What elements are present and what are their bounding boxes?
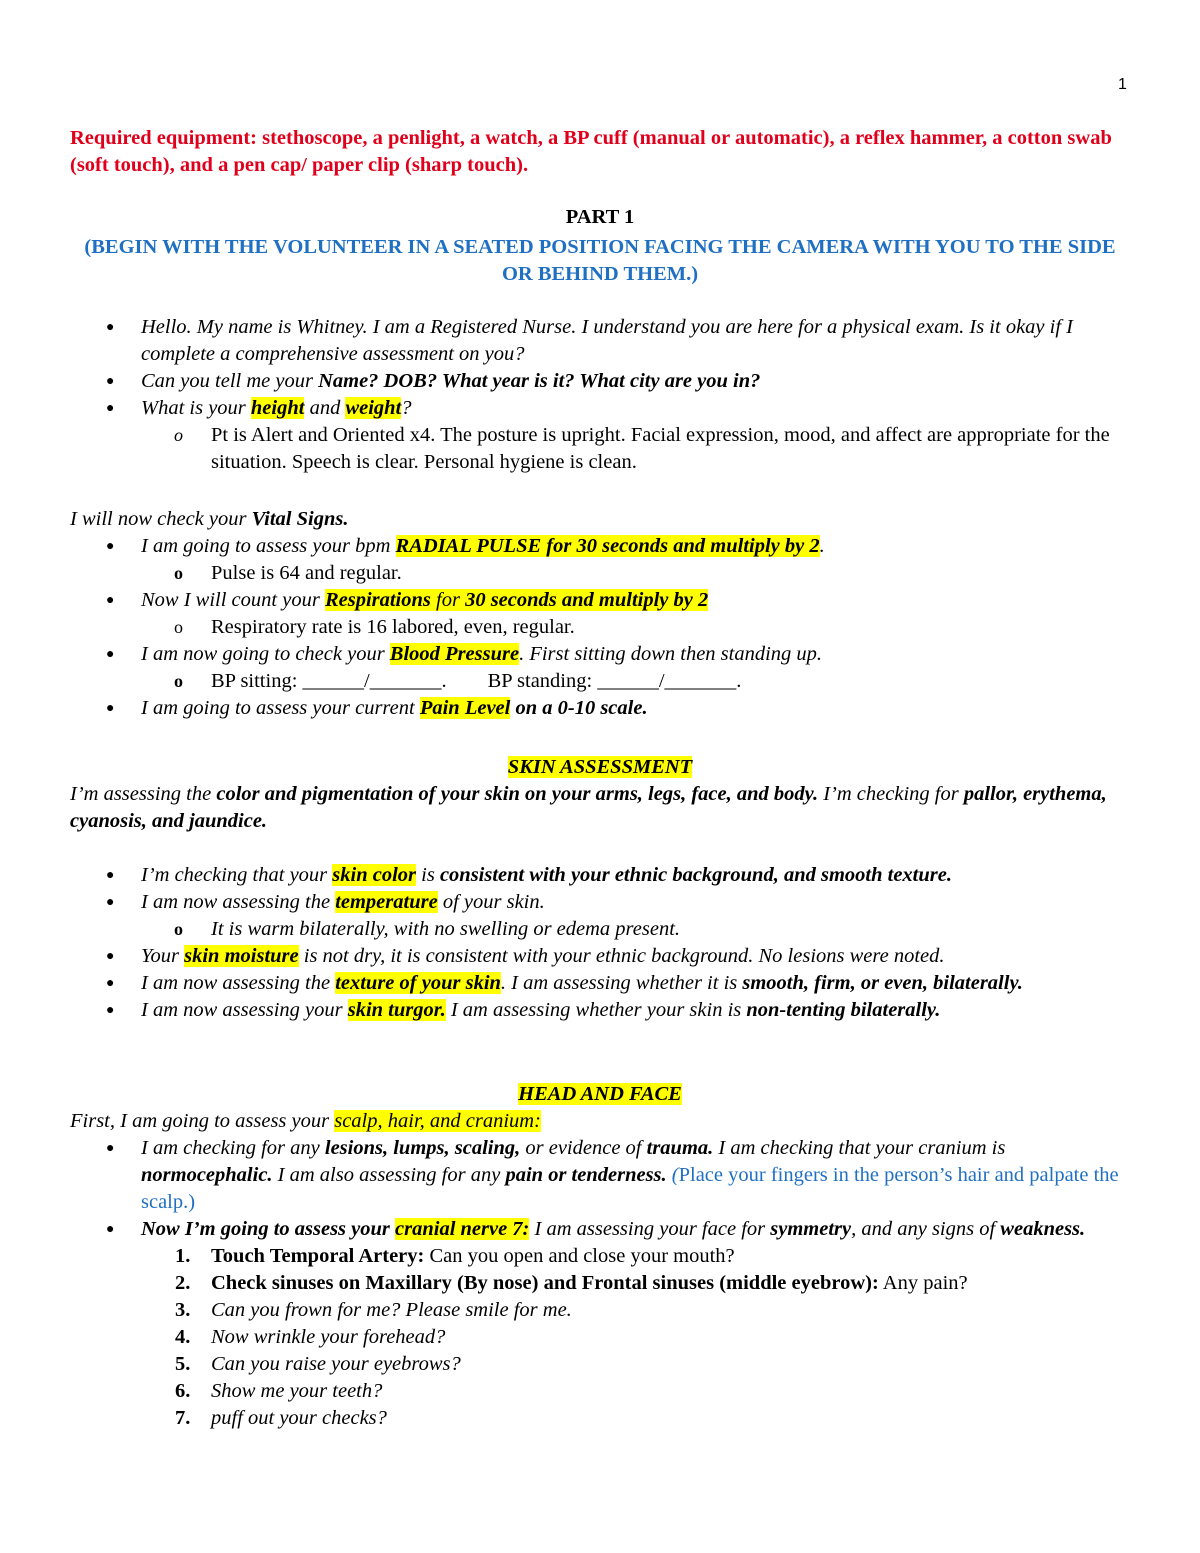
step-text: Show me your teeth? (211, 1380, 383, 1402)
lesion-h: pain or tenderness. (505, 1164, 667, 1186)
pain-scale: on a 0-10 scale. (510, 697, 648, 719)
step-bold: Check sinuses on Maxillary (By nose) and Frontal sinuses (middle eyebrow): (211, 1272, 879, 1294)
cn-weakness: weakness. (1000, 1218, 1086, 1240)
part-title: PART 1 (565, 206, 635, 228)
cn-symmetry: symmetry (770, 1218, 852, 1240)
numbered-step (0, 1351, 1200, 1378)
bullet-icon: ● (106, 374, 115, 389)
bullet-icon: ● (106, 1222, 115, 1237)
list-item (0, 889, 1200, 916)
list-item (0, 862, 1200, 889)
step-number: 3. (175, 1299, 191, 1321)
bullet-icon: ● (106, 1003, 115, 1018)
bullet-icon: ● (106, 895, 115, 910)
temp-result: It is warm bilaterally, with no swelling or edema present. (211, 918, 681, 940)
required-equipment: Required equipment: stethoscope, a penlight, a watch, a BP cuff (manual or automatic), a reflex hammer, a cotton swab (soft touch), and a pen cap/ paper clip (sharp touch). (70, 127, 1112, 176)
lesion-d: trauma. (646, 1137, 714, 1159)
hw-text: What is your (141, 397, 251, 419)
step-text: Can you open and close your mouth? (424, 1245, 735, 1267)
turgor-text: I am now assessing your (141, 999, 348, 1021)
head-heading (0, 1081, 1200, 1108)
head-intro-text: First, I am going to assess your (70, 1110, 335, 1132)
skin-intro-a: I’m assessing the (70, 783, 217, 805)
step-text: Any pain? (878, 1272, 968, 1294)
highlight-respirations: Respirations (324, 589, 431, 611)
head-heading-text: HEAD AND FACE (518, 1083, 682, 1105)
sub-bullet-icon: o (174, 617, 183, 637)
pulse-text: I am going to assess your bpm (141, 535, 396, 557)
bullet-icon: ● (106, 401, 115, 416)
bullet-icon: ● (106, 647, 115, 662)
highlight-temperature: temperature (335, 891, 438, 913)
step-text: puff out your checks? (211, 1407, 387, 1429)
list-item (0, 1216, 1200, 1243)
greeting-text: Hello. My name is Whitney. I am a Registered Nurse. I understand you are here for a physical exam. Is it okay if I complete a comprehensive assessment on you? (141, 316, 1073, 365)
highlight-texture: texture of your skin (335, 972, 501, 994)
texture-text-mid: . I am assessing whether it is (500, 972, 743, 994)
list-item (0, 587, 1200, 614)
bp-text: I am now going to check your (141, 643, 390, 665)
cn-text-signs: , and any signs of (851, 1218, 1001, 1240)
numbered-step (0, 1324, 1200, 1351)
lesion-b: lesions, lumps, scaling, (324, 1137, 521, 1159)
turgor-text-mid: I am assessing whether your skin is (445, 999, 747, 1021)
lesion-e: I am checking that your cranium is (713, 1137, 1006, 1159)
lesion-i: ( (666, 1164, 679, 1186)
vitals-intro-text: I will now check your (70, 508, 252, 530)
moist-text-end: is not dry, it is consistent with your ethnic background. No lesions were noted. (298, 945, 945, 967)
highlight-height: height (250, 397, 305, 419)
bullet-icon: ● (106, 539, 115, 554)
vitals-intro-bold: Vital Signs. (251, 508, 349, 530)
highlight-pulse: RADIAL PULSE for 30 seconds and multiply by 2 (395, 535, 820, 557)
vitals-section (0, 506, 1200, 722)
temp-text: I am now assessing the (141, 891, 336, 913)
step-text: Can you frown for me? Please smile for me. (211, 1299, 572, 1321)
page-number: 1 (1118, 76, 1127, 93)
highlight-turgor: skin turgor. (347, 999, 446, 1021)
resp-for: for (430, 589, 466, 611)
skin-intro-d: pallor, erythema, cyanosis, and jaundice. (70, 783, 1107, 832)
orientation-text: Pt is Alert and Oriented x4. The posture is upright. Facial expression, mood, and affect are appropriate for the situation. Speech is clear. Personal hygiene is clean. (211, 424, 1110, 473)
intro-section (0, 314, 1200, 476)
texture-qualities: smooth, firm, or even, bilaterally. (742, 972, 1023, 994)
palpate-note: Place your fingers in the person’s hair and palpate the scalp.) (141, 1164, 1119, 1213)
numbered-step (0, 1270, 1200, 1297)
skin-heading-text: SKIN ASSESSMENT (507, 756, 693, 778)
highlight-resp-duration: 30 seconds and multiply by 2 (465, 589, 709, 611)
list-item (0, 641, 1200, 668)
list-item (0, 368, 1200, 395)
step-text: Can you raise your eyebrows? (211, 1353, 461, 1375)
highlight-cranial-nerve: cranial nerve 7: (395, 1218, 530, 1240)
sub-list-item (0, 916, 1200, 943)
highlight-skin-color: skin color (332, 864, 417, 886)
sub-bullet-icon: o (174, 425, 183, 445)
sub-list-item (0, 614, 1200, 641)
cn-text-mid: I am assessing your face for (529, 1218, 771, 1240)
color-is: is (416, 864, 440, 886)
step-number: 1. (175, 1245, 191, 1267)
part-note: (BEGIN WITH THE VOLUNTEER IN A SEATED POSITION FACING THE CAMERA WITH YOU TO THE SIDE OR BEHIND THEM.) (84, 236, 1116, 285)
highlight-scalp: scalp, hair, and cranium: (334, 1110, 541, 1132)
sub-list-item (0, 422, 1200, 476)
step-number: 5. (175, 1353, 191, 1375)
cn-text: Now I’m going to assess your (141, 1218, 396, 1240)
numbered-step (0, 1297, 1200, 1324)
cn7-steps (0, 1243, 1200, 1432)
list-item (0, 533, 1200, 560)
resp-result: Respiratory rate is 16 labored, even, regular. (211, 616, 575, 638)
pulse-dot: . (819, 535, 825, 557)
hw-and: and (304, 397, 346, 419)
list-item (0, 314, 1200, 368)
lesion-c: or evidence of (520, 1137, 647, 1159)
step-number: 2. (175, 1272, 191, 1294)
head-section (0, 1081, 1200, 1432)
numbered-step (0, 1243, 1200, 1270)
pain-text: I am going to assess your current (141, 697, 420, 719)
step-bold: Touch Temporal Artery: (211, 1245, 425, 1267)
list-item (0, 943, 1200, 970)
skin-heading (0, 754, 1200, 781)
bullet-icon: ● (106, 949, 115, 964)
vitals-intro (0, 506, 1200, 533)
bp-result: BP sitting: ______/_______. BP standing: ______/_______. (211, 670, 742, 692)
numbered-step (0, 1378, 1200, 1405)
sub-bullet-icon: o (174, 671, 183, 691)
skin-section (0, 754, 1200, 1024)
bullet-icon: ● (106, 320, 115, 335)
moist-text: Your (141, 945, 185, 967)
step-text: Now wrinkle your forehead? (211, 1326, 446, 1348)
numbered-step (0, 1405, 1200, 1432)
sub-list-item (0, 560, 1200, 587)
sub-bullet-icon: o (174, 563, 183, 583)
bullet-icon: ● (106, 701, 115, 716)
hw-question: ? (401, 397, 412, 419)
list-item (0, 997, 1200, 1024)
highlight-skin-moisture: skin moisture (184, 945, 299, 967)
lesion-f: normocephalic. (141, 1164, 273, 1186)
sub-list-item (0, 668, 1200, 695)
ask-items: Name? DOB? What year is it? What city are you in? (318, 370, 761, 392)
bullet-icon: ● (106, 593, 115, 608)
bp-text-end: . First sitting down then standing up. (519, 643, 823, 665)
lesion-a: I am checking for any (141, 1137, 325, 1159)
bullet-icon: ● (106, 1141, 115, 1156)
skin-intro-c: I’m checking for (818, 783, 964, 805)
list-item (0, 1135, 1200, 1216)
list-item (0, 695, 1200, 722)
list-item (0, 970, 1200, 997)
bullet-icon: ● (106, 976, 115, 991)
texture-text: I am now assessing the (141, 972, 336, 994)
list-item (0, 395, 1200, 422)
skin-intro-b: color and pigmentation of your skin on your arms, legs, face, and body. (216, 783, 819, 805)
ask-text: Can you tell me your (141, 370, 319, 392)
sub-bullet-icon: o (174, 919, 183, 939)
skin-intro (0, 781, 1200, 835)
highlight-weight: weight (345, 397, 402, 419)
temp-text-end: of your skin. (437, 891, 545, 913)
pulse-result: Pulse is 64 and regular. (211, 562, 402, 584)
turgor-result: non-tenting bilaterally. (746, 999, 941, 1021)
step-number: 4. (175, 1326, 191, 1348)
step-number: 6. (175, 1380, 191, 1402)
color-consistent: consistent with your ethnic background, and smooth texture. (439, 864, 952, 886)
lesion-g: I am also assessing for any (272, 1164, 506, 1186)
step-number: 7. (175, 1407, 191, 1429)
bullet-icon: ● (106, 868, 115, 883)
color-text: I’m checking that your (141, 864, 333, 886)
head-intro (0, 1108, 1200, 1135)
resp-text: Now I will count your (141, 589, 325, 611)
highlight-bp: Blood Pressure (389, 643, 520, 665)
highlight-pain: Pain Level (419, 697, 511, 719)
